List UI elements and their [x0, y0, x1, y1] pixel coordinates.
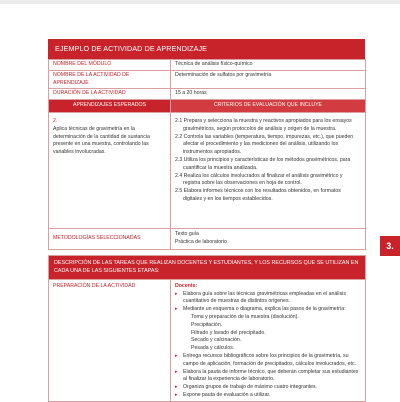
section-tab-badge: 3. — [380, 236, 400, 256]
step-item: Secado y calcinación. — [191, 337, 242, 344]
criterios-header: CRITERIOS DE EVALUACIÓN QUE INCLUYE — [171, 100, 366, 113]
list-item — [175, 353, 361, 369]
row-aprendizaje-criterios — [49, 112, 366, 228]
actividad-label: NOMBRE DE LA ACTIVIDAD DE APRENDIZAJE — [49, 70, 171, 89]
list-item-text: Organiza grupos de trabajo de máximo cuatro integrantes. — [183, 384, 318, 391]
metodologia-item: Práctica de laboratorio — [175, 238, 227, 245]
metodologias-value — [171, 228, 366, 249]
preparacion-content — [171, 279, 366, 401]
step-item: Filtrado y lavado del precipitado. — [191, 329, 266, 336]
list-item-text: Entrega recursos bibliográficos sobre los principios de la gravimetría, su campo de aplicación, formación de precipitados, cálculos involucrados, etc. — [183, 352, 357, 367]
arrow-icon: ▸ — [175, 384, 178, 391]
activity-table — [48, 59, 366, 402]
aprendizaje-cell — [49, 112, 171, 228]
metodologias-label: METODOLOGÍAS SELECCIONADAS — [49, 228, 171, 249]
criterio-item: 2.5 Elabora informes técnicos con los resultados obtenidos, en formatos digitales y en los tiempos establecidos. — [175, 188, 341, 202]
list-item — [175, 384, 361, 392]
list-item-text: Elabora la pauta de informe técnico, que deberán completar sus estudiantes al finalizar la experiencia de laboratorio. — [183, 368, 359, 383]
criterio-item: 2.1 Prepara y selecciona la muestra y reactivos apropiados para los ensayos gravimétricos, según protocolos de análisis y origen de la muestra. — [175, 117, 352, 132]
top-border — [0, 0, 400, 4]
row-banner — [49, 255, 366, 279]
metodologia-item: Texto guía — [175, 230, 199, 237]
list-item-text: Mediante un esquema o diagrama, explica las pasos de la gravimetría: — [183, 306, 346, 313]
list-item — [175, 291, 361, 307]
list-item-text: Expone pauta de evaluación a utilizar. — [183, 391, 271, 398]
criterios-cell — [171, 112, 366, 228]
duracion-value: 15 a 20 horas — [171, 89, 366, 100]
step-item: Pesada y cálculos. — [191, 345, 235, 352]
arrow-icon: ▸ — [175, 391, 178, 398]
criterio-item: 2.4 Realiza los cálculos involucrados al finalizar el análisis gravimétrico y registra sobre las observaciones en hoja de control. — [175, 172, 343, 187]
arrow-icon: ▸ — [175, 368, 178, 375]
row-metodologias — [49, 228, 366, 249]
gravimetria-steps — [175, 314, 361, 353]
list-item — [175, 392, 361, 400]
list-item — [175, 306, 361, 314]
criterios-list — [175, 118, 361, 204]
page-title: EJEMPLO DE ACTIVIDAD DE APRENDIZAJE — [48, 39, 365, 59]
duracion-label: DURACIÓN DE LA ACTIVIDAD — [49, 89, 171, 100]
preparacion-list-2 — [175, 353, 361, 400]
arrow-icon: ▸ — [175, 306, 178, 313]
criterio-item: 2.2 Controla las variables (temperatura, tiempo, impurezas, etc.), que pueden afectar el procedimiento y las mediciones del análisis, utilizando los instrumentos apropiados. — [175, 133, 354, 156]
arrow-icon: ▸ — [175, 352, 178, 359]
list-item-text: Elabora guía sobre las técnicas gravimétricas empleadas en el análisis cuantitativo de muestras de distintos orígenes. — [183, 290, 346, 305]
criterio-item: 2.3 Utiliza los principios y características de los métodos gravimétricos, para cuantificar la muestra analizada. — [175, 156, 351, 171]
modulo-label: NOMBRE DEL MÓDULO — [49, 60, 171, 71]
aprendizaje-text: Aplica técnicas de gravimetría en la determinación de la cantidad de sustancia presente en una muestra, controlando las variables involucradas. — [53, 125, 150, 156]
actividad-value: Determinación de sulfatos por gravimetría — [171, 70, 366, 89]
step-item: Precipitación. — [191, 321, 223, 328]
list-item — [175, 369, 361, 385]
row-headers — [49, 100, 366, 113]
descripcion-banner: DESCRIPCIÓN DE LAS TAREAS QUE REALIZAN DOCENTES Y ESTUDIANTES, Y LOS RECURSOS QUE SE UTILIZAN EN CADA UNA DE LAS SIGUIENTES ETAPAS: — [49, 255, 366, 279]
modulo-value: Técnica de análisis físico-químico — [171, 60, 366, 71]
row-preparacion — [49, 279, 366, 401]
row-modulo — [49, 60, 366, 71]
step-item: Toma y preparación de la muestra (disolución). — [191, 313, 299, 320]
preparacion-list — [175, 291, 361, 314]
row-duracion — [49, 89, 366, 100]
docente-label: Docente: — [175, 282, 198, 289]
aprendizajes-header: APRENDIZAJES ESPERADOS — [49, 100, 171, 113]
aprendizaje-number: 2. — [53, 117, 58, 124]
row-actividad — [49, 70, 366, 89]
arrow-icon: ▸ — [175, 290, 178, 297]
preparacion-label: PREPARACIÓN DE LA ACTIVIDAD — [49, 279, 171, 401]
